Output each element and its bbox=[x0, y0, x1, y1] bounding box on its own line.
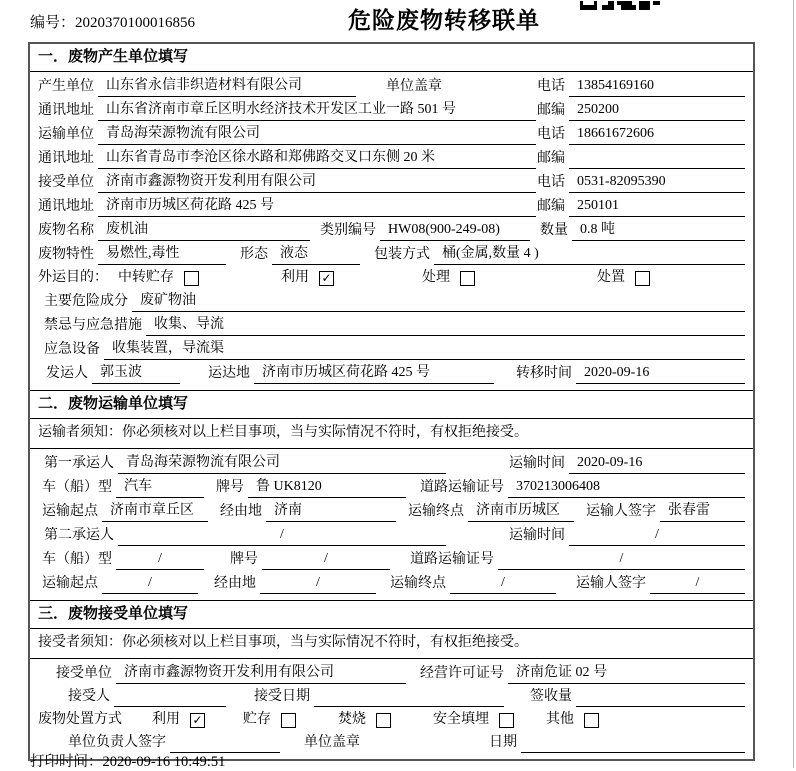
transfer-form bbox=[28, 42, 755, 761]
form-section bbox=[30, 44, 753, 390]
field-value: / bbox=[102, 573, 198, 594]
form-row bbox=[38, 339, 745, 360]
field-label: 包装方式 bbox=[374, 247, 430, 262]
form-row bbox=[38, 710, 745, 730]
serial-label: 编号： bbox=[30, 15, 76, 31]
checkbox-checked-icon: ✓ bbox=[319, 271, 334, 286]
field-value: / bbox=[262, 549, 390, 570]
field-label: 接受日期 bbox=[254, 689, 310, 704]
checkbox-icon bbox=[499, 713, 514, 728]
field-value: 济南市历城区 bbox=[468, 501, 574, 522]
field-label: 通讯地址 bbox=[38, 103, 94, 118]
form-row bbox=[38, 291, 745, 312]
field-label: 废物处置方式 bbox=[38, 712, 122, 727]
field-value: 山东省青岛市李沧区徐水路和郑佛路交叉口东侧 20 米 bbox=[98, 148, 536, 169]
form-row bbox=[38, 172, 745, 193]
field-label: 运输人签字 bbox=[576, 576, 646, 591]
form-row bbox=[38, 148, 745, 169]
field-label: 接受单位 bbox=[38, 175, 94, 190]
field-value: 桶(金属,数量 4 ) bbox=[434, 244, 745, 265]
field-value: 张春雷 bbox=[660, 501, 745, 522]
field-label: 运输终点 bbox=[390, 576, 446, 591]
print-time-value: 2020-09-16 10:49:51 bbox=[102, 754, 226, 770]
field-label: 焚烧 bbox=[338, 712, 366, 727]
form-row bbox=[38, 549, 745, 570]
notice-text: 接受者须知：你必须核对以上栏目事项，当与实际情况不符时，有权拒绝接受。 bbox=[30, 629, 753, 659]
field-label: 利用 bbox=[281, 270, 309, 285]
checkbox-icon bbox=[584, 713, 599, 728]
field-label: 邮编 bbox=[537, 151, 565, 166]
field-label: 应急设备 bbox=[44, 342, 100, 357]
field-value: 山东省永信非织造材料有限公司 bbox=[98, 76, 356, 97]
form-row bbox=[38, 501, 745, 522]
field-label: 类别编号 bbox=[320, 223, 376, 238]
field-value: 250200 bbox=[569, 100, 745, 121]
field-label: 运输时间 bbox=[509, 456, 565, 471]
field-label: 处置 bbox=[597, 270, 625, 285]
field-label: 通讯地址 bbox=[38, 199, 94, 214]
field-value: 收集装置，导流渠 bbox=[104, 339, 745, 360]
field-value: HW08(900-249-08) bbox=[380, 220, 530, 241]
form-row bbox=[38, 663, 745, 684]
form-row bbox=[38, 477, 745, 498]
form-row bbox=[38, 268, 745, 288]
field-label: 道路运输证号 bbox=[410, 552, 494, 567]
field-label: 电话 bbox=[537, 175, 565, 190]
field-label: 电话 bbox=[537, 127, 565, 142]
section-title: 三．废物接受单位填写 bbox=[30, 601, 753, 629]
field-label: 车（船）型 bbox=[42, 552, 112, 567]
field-value: / bbox=[116, 549, 204, 570]
checkbox-icon bbox=[460, 271, 475, 286]
field-label: 运输终点 bbox=[408, 504, 464, 519]
field-label: 中转贮存 bbox=[118, 270, 174, 285]
field-value: 250101 bbox=[569, 196, 745, 217]
checkbox-checked-icon: ✓ bbox=[190, 713, 205, 728]
field-label: 运输人签字 bbox=[586, 504, 656, 519]
field-value bbox=[521, 734, 745, 753]
checkbox-icon bbox=[635, 271, 650, 286]
form-row bbox=[38, 525, 745, 546]
field-label: 日期 bbox=[489, 735, 517, 750]
field-label: 贮存 bbox=[243, 712, 271, 727]
field-value: 济南 bbox=[266, 501, 396, 522]
field-label: 第二承运人 bbox=[44, 528, 114, 543]
serial-value: 2020370100016856 bbox=[75, 15, 196, 31]
field-value: 济南市鑫源物资开发利用有限公司 bbox=[116, 663, 406, 684]
form-row bbox=[38, 100, 745, 121]
field-label: 运输起点 bbox=[42, 504, 98, 519]
field-label: 禁忌与应急措施 bbox=[44, 318, 142, 333]
field-label: 经由地 bbox=[220, 504, 262, 519]
field-value: / bbox=[118, 525, 446, 546]
field-label: 牌号 bbox=[216, 480, 244, 495]
field-label: 牌号 bbox=[230, 552, 258, 567]
field-value: 13854169160 bbox=[569, 76, 745, 97]
form-row bbox=[38, 124, 745, 145]
field-value: 收集、导流 bbox=[146, 315, 745, 336]
field-value bbox=[576, 688, 745, 707]
field-value: 青岛海荣源物流有限公司 bbox=[98, 124, 536, 145]
page-edge-line bbox=[793, 0, 794, 768]
field-label: 外运目的： bbox=[38, 270, 108, 285]
field-value: / bbox=[650, 573, 745, 594]
checkbox-icon bbox=[184, 271, 199, 286]
form-row bbox=[38, 244, 745, 265]
field-value bbox=[314, 688, 504, 707]
field-value: 18661672606 bbox=[569, 124, 745, 145]
field-value: / bbox=[260, 573, 376, 594]
field-value: 废机油 bbox=[98, 220, 310, 241]
field-value bbox=[114, 688, 226, 707]
section-rows bbox=[30, 449, 753, 600]
field-label: 电话 bbox=[537, 79, 565, 94]
field-label: 通讯地址 bbox=[38, 151, 94, 166]
form-row bbox=[38, 315, 745, 336]
field-label: 经营许可证号 bbox=[420, 666, 504, 681]
field-value: 济南市鑫源物资开发利用有限公司 bbox=[98, 172, 536, 193]
field-label: 车（船）型 bbox=[42, 480, 112, 495]
field-label: 废物名称 bbox=[38, 223, 94, 238]
field-label: 单位盖章 bbox=[386, 79, 442, 94]
notice-text: 运输者须知：你必须核对以上栏目事项，当与实际情况不符时，有权拒绝接受。 bbox=[30, 419, 753, 449]
field-value: 济南市历城区荷花路 425 号 bbox=[98, 196, 536, 217]
field-value: 2020-09-16 bbox=[569, 453, 745, 474]
field-label: 其他 bbox=[546, 712, 574, 727]
field-value: / bbox=[569, 525, 745, 546]
field-label: 数量 bbox=[540, 223, 568, 238]
field-label: 形态 bbox=[240, 247, 268, 262]
form-section bbox=[30, 600, 753, 759]
field-label: 转移时间 bbox=[516, 366, 572, 381]
field-label: 运输单位 bbox=[38, 127, 94, 142]
field-value: 郭玉波 bbox=[92, 363, 180, 384]
field-label: 发运人 bbox=[46, 366, 88, 381]
checkbox-icon bbox=[281, 713, 296, 728]
field-value: 易燃性,毒性 bbox=[98, 244, 226, 265]
field-label: 运输时间 bbox=[509, 528, 565, 543]
field-label: 单位盖章 bbox=[304, 735, 360, 750]
form-row bbox=[38, 687, 745, 707]
field-value: 废矿物油 bbox=[132, 291, 745, 312]
field-label: 利用 bbox=[152, 712, 180, 727]
field-value: 青岛海荣源物流有限公司 bbox=[118, 453, 446, 474]
field-value: 鲁 UK8120 bbox=[248, 477, 406, 498]
field-value: 液态 bbox=[272, 244, 360, 265]
field-label: 接受人 bbox=[68, 689, 110, 704]
form-row bbox=[38, 196, 745, 217]
field-label: 主要危险成分 bbox=[44, 294, 128, 309]
field-label: 邮编 bbox=[537, 199, 565, 214]
field-value: 2020-09-16 bbox=[576, 363, 745, 384]
field-value bbox=[569, 150, 745, 169]
section-title: 二．废物运输单位填写 bbox=[30, 391, 753, 419]
section-rows bbox=[30, 72, 753, 390]
field-label: 接受单位 bbox=[56, 666, 112, 681]
form-row bbox=[38, 453, 745, 474]
qr-code-fragment-icon bbox=[580, 0, 660, 10]
field-label: 处理 bbox=[422, 270, 450, 285]
field-label: 废物特性 bbox=[38, 247, 94, 262]
field-label: 邮编 bbox=[537, 103, 565, 118]
field-label: 运达地 bbox=[208, 366, 250, 381]
checkbox-icon bbox=[376, 713, 391, 728]
section-title: 一．废物产生单位填写 bbox=[30, 44, 753, 72]
field-label: 安全填埋 bbox=[433, 712, 489, 727]
form-row bbox=[38, 363, 745, 384]
field-value: 济南市章丘区 bbox=[102, 501, 208, 522]
field-label: 签收量 bbox=[530, 689, 572, 704]
page-title: 危险废物转移联单 bbox=[348, 8, 540, 33]
form-section bbox=[30, 390, 753, 600]
section-rows bbox=[30, 659, 753, 759]
field-value: / bbox=[450, 573, 556, 594]
field-value: 370213006408 bbox=[508, 477, 745, 498]
field-value: 0.8 吨 bbox=[572, 220, 745, 241]
field-label: 运输起点 bbox=[42, 576, 98, 591]
field-label: 单位负责人签字 bbox=[68, 735, 166, 750]
form-row bbox=[38, 573, 745, 594]
field-value: 汽车 bbox=[116, 477, 204, 498]
field-value: / bbox=[498, 549, 745, 570]
field-value: 山东省济南市章丘区明水经济技术开发区工业一路 501 号 bbox=[98, 100, 536, 121]
form-row bbox=[38, 76, 745, 97]
print-time-label: 打印时间： bbox=[30, 754, 103, 770]
field-value: 济南危证 02 号 bbox=[508, 663, 745, 684]
field-label: 经由地 bbox=[214, 576, 256, 591]
field-value: 济南市历城区荷花路 425 号 bbox=[254, 363, 494, 384]
field-value: 0531-82095390 bbox=[569, 172, 745, 193]
form-row bbox=[38, 220, 745, 241]
field-label: 第一承运人 bbox=[44, 456, 114, 471]
field-label: 产生单位 bbox=[38, 79, 94, 94]
field-label: 道路运输证号 bbox=[420, 480, 504, 495]
